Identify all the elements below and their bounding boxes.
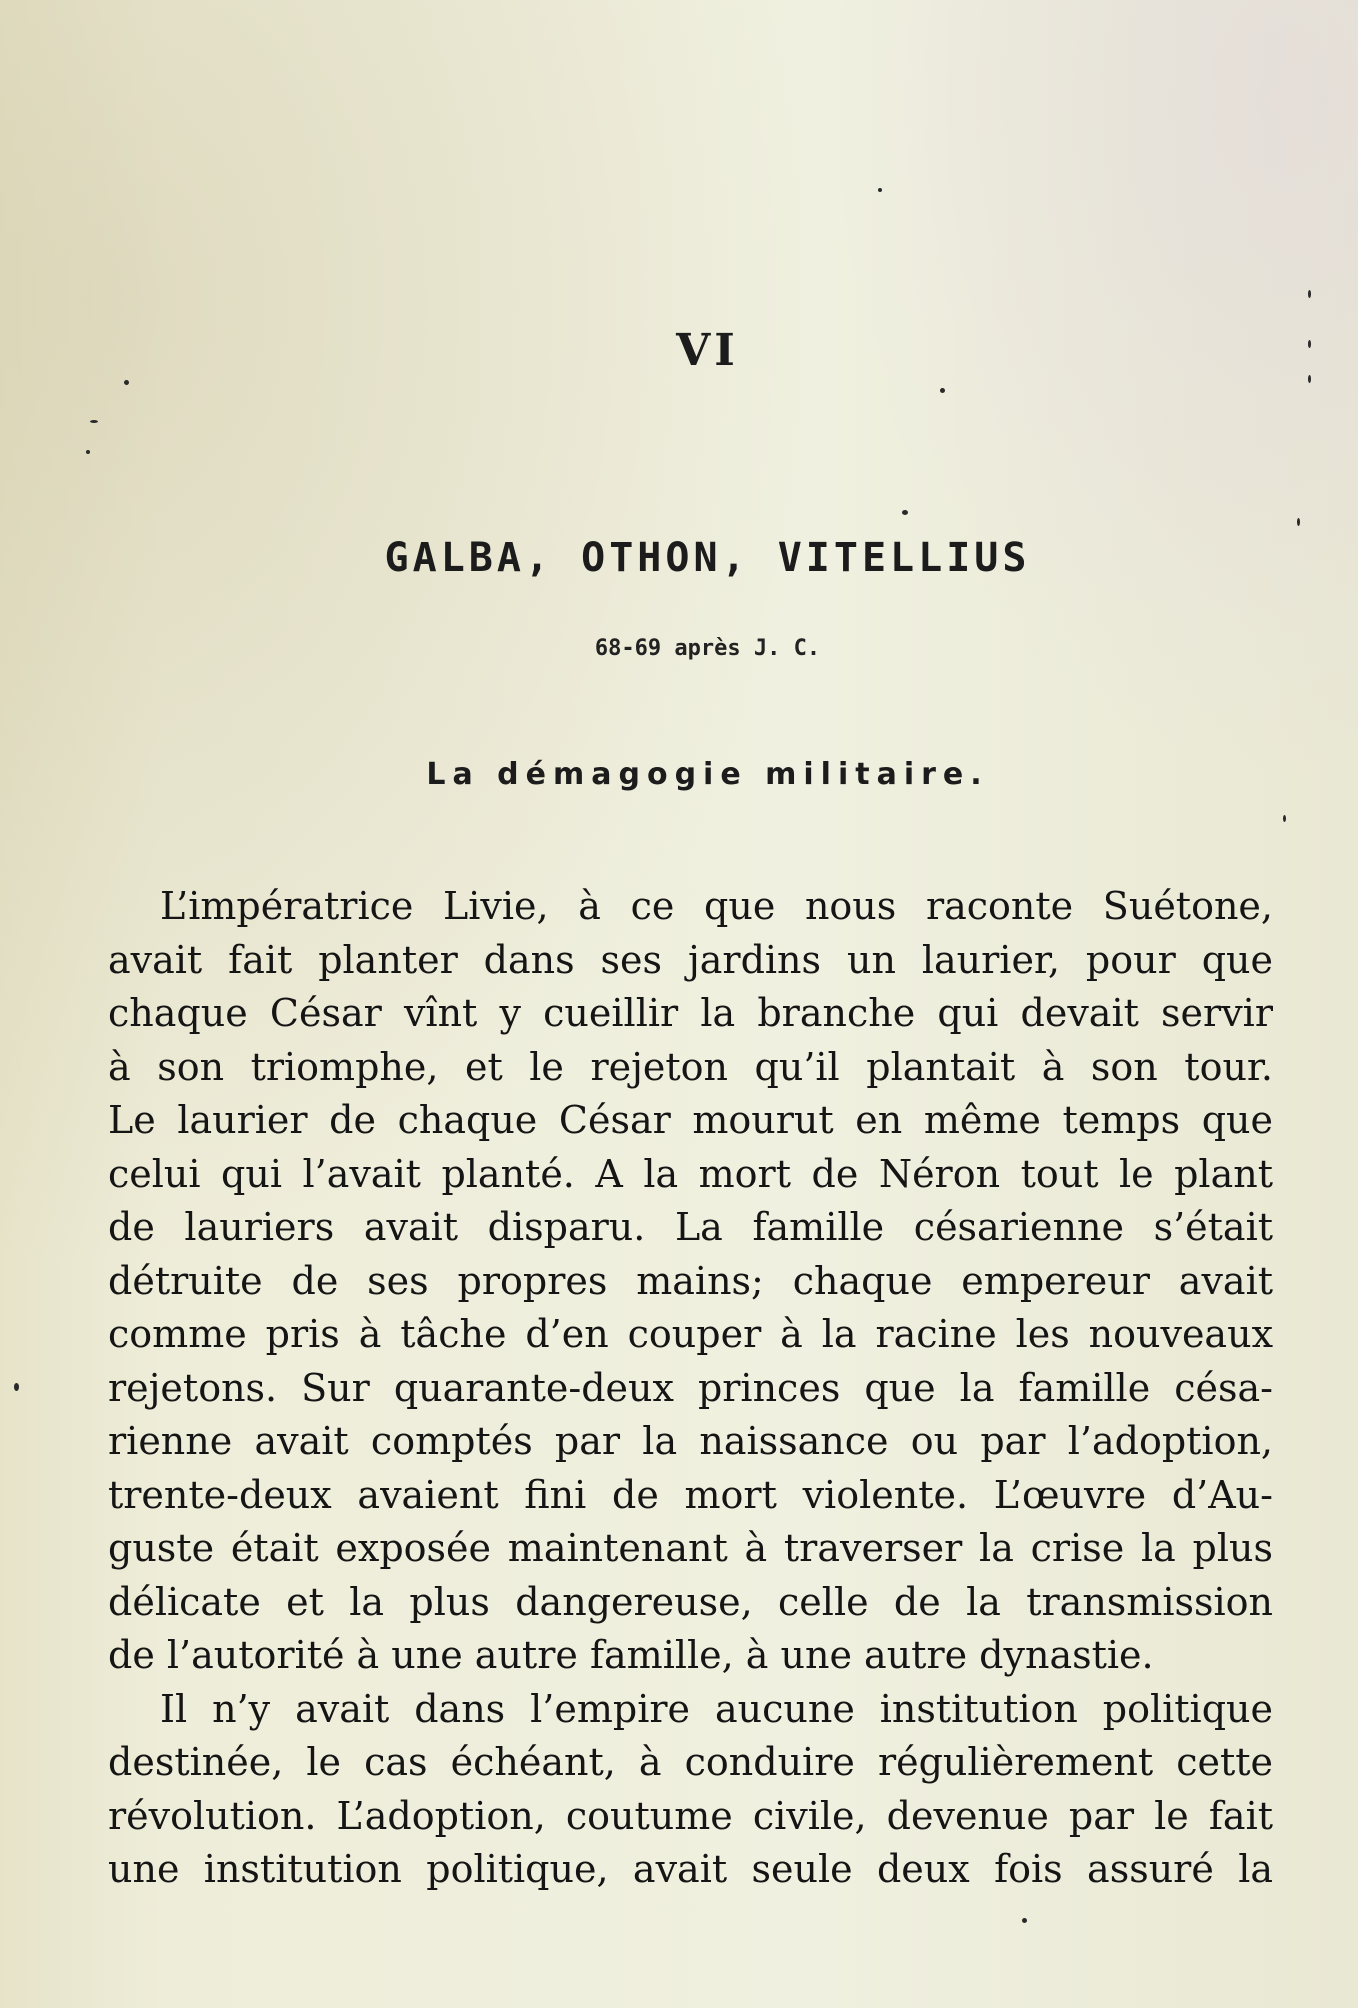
- text-line: de lauriers avait disparu. La famille césarienne s’était: [108, 1205, 1273, 1249]
- chapter-number: VI: [676, 325, 739, 376]
- scan-speck: [1297, 518, 1300, 526]
- text-line: trente-deux avaient fini de mort violente. L’œuvre d’Au-: [108, 1472, 1273, 1517]
- chapter-title: GALBA, OTHON, VITELLIUS: [384, 535, 1031, 581]
- text-line: L’impératrice Livie, à ce que nous raconte Suétone,: [160, 884, 1273, 928]
- text-line: guste était exposée maintenant à traverser la crise la plus: [108, 1526, 1273, 1570]
- body-text: [108, 880, 1273, 1897]
- text-line: délicate et la plus dangereuse, celle de la transmission: [108, 1579, 1273, 1624]
- scan-speck: [90, 420, 98, 423]
- text-line: Le laurier de chaque César mourut en même temps que: [108, 1098, 1273, 1142]
- paragraph: [108, 1683, 1273, 1897]
- text-line: rejetons. Sur quarante-deux princes que la famille césa-: [108, 1365, 1273, 1410]
- scan-speck: [878, 188, 882, 192]
- text-line: avait fait planter dans ses jardins un laurier, pour que: [108, 937, 1273, 982]
- text-line: celui qui l’avait planté. A la mort de Néron tout le plant: [108, 1151, 1273, 1196]
- text-line: chaque César vînt y cueillir la branche qui devait servir: [108, 991, 1273, 1035]
- scan-speck: [14, 1383, 19, 1391]
- scan-speck: [1308, 375, 1311, 383]
- scan-speck: [1308, 340, 1311, 348]
- scan-speck: [124, 380, 129, 385]
- scan-speck: [1308, 290, 1311, 298]
- text-line: détruite de ses propres mains; chaque empereur avait: [108, 1258, 1273, 1303]
- chapter-subtitle: La démagogie militaire.: [426, 757, 989, 792]
- scan-speck: [902, 510, 908, 515]
- scan-speck: [1022, 1918, 1027, 1923]
- text-line: à son triomphe, et le rejeton qu’il plantait à son tour.: [108, 1044, 1273, 1089]
- text-line: comme pris à tâche d’en couper à la racine les nouveaux: [108, 1312, 1273, 1356]
- text-line: rienne avait comptés par la naissance ou par l’adoption,: [108, 1419, 1273, 1463]
- paragraph: [108, 880, 1273, 1683]
- text-line: destinée, le cas échéant, à conduire régulièrement cette: [108, 1740, 1273, 1784]
- text-line: une institution politique, avait seule deux fois assuré la: [108, 1847, 1273, 1891]
- scan-speck: [86, 450, 90, 454]
- scan-speck: [940, 388, 945, 393]
- text-line: de l’autorité à une autre famille, à une autre dynastie.: [108, 1633, 1154, 1677]
- text-line: révolution. L’adoption, coutume civile, devenue par le fait: [108, 1793, 1273, 1838]
- text-line: Il n’y avait dans l’empire aucune institution politique: [160, 1686, 1273, 1731]
- chapter-dates: 68-69 après J. C.: [594, 636, 821, 661]
- scan-speck: [1283, 815, 1286, 822]
